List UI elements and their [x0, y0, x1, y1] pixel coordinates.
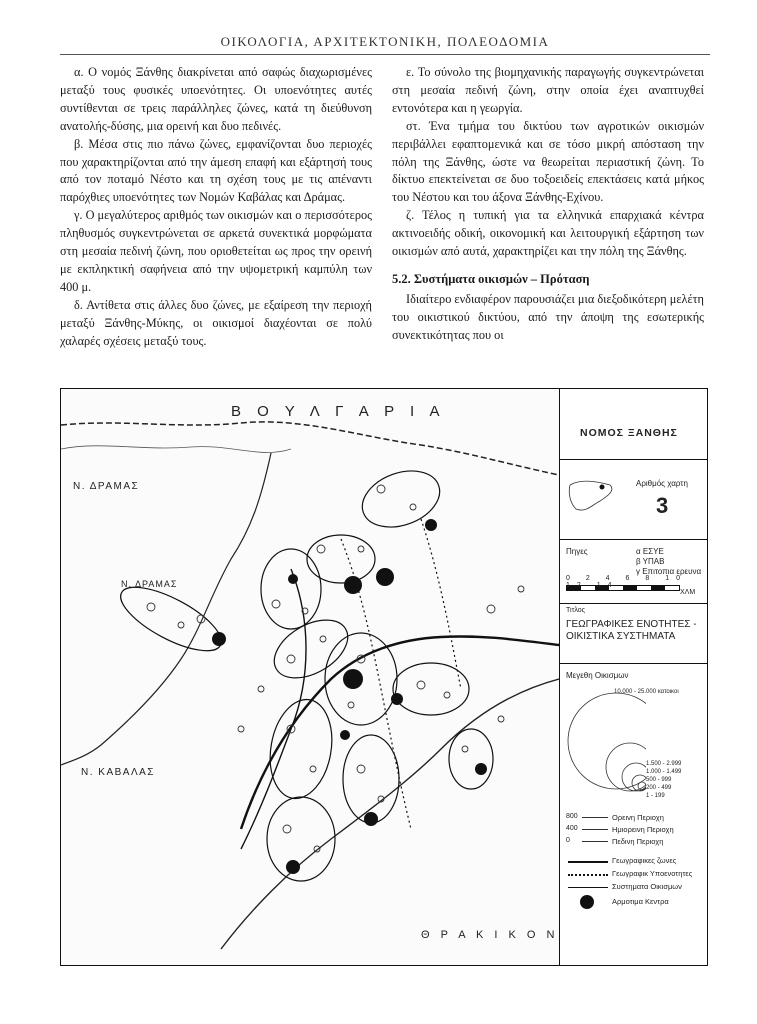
legend-sources-cell — [560, 539, 708, 604]
legend-titles-label: Τιτλος — [566, 607, 585, 614]
legend-zone-plain: Πεδινη Περιοχη — [612, 837, 664, 846]
paragraph-st: στ. Ένα τμήμα του δικτύου των αγροτικών οικισμών περιβάλλει εφαπτομενικά και σε τόσο μικρή απόσταση την πόλη της Ξάνθης, ώστε να θεωρείται περιαστική ζώνη. Το δίκτυο επεκτείνεται σε δυο τοξοειδείς επεκτάσεις κατά μήκος του Νέστου και του άξονα Ξάνθης-Εχίνου. — [392, 118, 704, 205]
legend-size-row-1: 1.500 - 2.999 — [646, 761, 682, 767]
legend-map-number-cell — [560, 459, 708, 540]
legend-symbols-cell — [560, 813, 708, 965]
legend-title-cell — [560, 389, 708, 460]
paragraph-a: α. Ο νομός Ξάνθης διακρίνεται από σαφώς διαχωρισμένες μεταξύ τους φυσικές υποενότητες. Οι υποενότητες αυτές συντίθενται σε τρεις παράλληλες ζώνες, κατά τη διεύθυνση ανατολής-δύσης, μια ορεινή και δυο πεδινές. — [60, 65, 372, 133]
bulgaria-border-line — [61, 422, 559, 475]
center-dot — [376, 568, 394, 586]
system-outline-10 — [267, 797, 335, 881]
map-label-thrakikon: Θ Ρ Α Κ Ι Κ Ο Ν — [421, 929, 559, 941]
legend-title-block — [560, 603, 708, 664]
elev-line-0 — [582, 841, 608, 842]
running-head: ΟΙΚΟΛΟΓΙΑ, ΑΡΧΙΤΕΚΤΟΝΙΚΗ, ΠΟΛΕΟΔΟΜΙΑ — [220, 34, 550, 49]
river-line — [61, 446, 291, 453]
paragraph-z: ζ. Τέλος η τυπική για τα ελληνικά επαρχιακά κέντρα ακτινοειδής οδική, οικονομική και λειτουργική εξάρτηση των οικισμών από αυτά, χαρακτηρίζει και την πόλη της Ξάνθης. — [392, 208, 704, 259]
system-outline-9 — [343, 735, 399, 823]
system-outline-3 — [307, 535, 375, 583]
center-dot — [286, 860, 300, 874]
center-dot — [212, 632, 226, 646]
center-dot — [344, 576, 362, 594]
legend-size-row-5: 1 - 199 — [646, 793, 665, 799]
elev-line-800 — [582, 817, 608, 818]
legend-source-b: β ΥΠΑΒ — [636, 557, 665, 566]
legend-elev-0: 0 — [566, 837, 570, 844]
system-outline-7 — [393, 663, 469, 715]
legend-zone-semi: Ημιορεινη Περιοχη — [612, 825, 674, 834]
map-legend — [559, 389, 708, 965]
legend-title: ΝΟΜΟΣ ΞΑΝΘΗΣ — [580, 427, 678, 439]
legend-geo-zones: Γεωγραφικες ζωνες — [612, 856, 677, 865]
systems-line-sample — [568, 887, 608, 888]
scale-unit: ΧΛΜ — [680, 589, 696, 596]
legend-geo-subunits: Γεωγραφικ Υποενοτητες — [612, 869, 693, 878]
legend-size-row-4: 200 - 499 — [646, 785, 672, 791]
header-rule — [60, 54, 710, 55]
section-heading: 5.2. Συστήματα οικισμών – Πρόταση — [392, 271, 590, 286]
paragraph-intro: Ιδιαίτερο ενδιαφέρον παρουσιάζει μια διεξοδικότερη μελέτη του οικιστικού δικτύου, από την άποψη της εσωτερικής συνεκτικότητας που οι — [392, 291, 704, 342]
legend-size-top: 10.000 - 25.000 κατοικοι — [614, 689, 679, 695]
legend-size-row-2: 1.000 - 1.499 — [646, 769, 682, 775]
map-label-kavala: Ν. ΚΑΒΑΛΑΣ — [81, 767, 155, 778]
elev-line-400 — [582, 829, 608, 830]
center-dot-sample — [580, 895, 594, 909]
greece-inset-map — [566, 475, 622, 515]
legend-map-number: 3 — [656, 493, 669, 518]
map-label-drama-2: Ν. ΔΡΑΜΑΣ — [121, 579, 178, 589]
coastline — [221, 679, 559, 949]
legend-elev-800: 800 — [566, 813, 578, 820]
paragraph-b: β. Μέσα στις πιο πάνω ζώνες, εμφανίζονται δυο περιοχές που χαρακτηρίζονται από την άμεση επαφή και εξάρτησή τους από τον ποταμό Νέστο και τη σχέση τους με τις απέναντι παρόχθιες υποενότητες των Νομών Καβάλας και Δράμας. — [60, 136, 372, 205]
legend-size-row-3: 500 - 999 — [646, 777, 672, 783]
center-dot — [288, 574, 298, 584]
right-text-column — [392, 64, 704, 345]
legend-systems: Συστηματα Οικισμων — [612, 882, 682, 891]
small-settlements — [147, 485, 524, 852]
legend-elev-400: 400 — [566, 825, 578, 832]
center-dot — [475, 763, 487, 775]
center-dot — [343, 669, 363, 689]
paragraph-e: ε. Το σύνολο της βιομηχανικής παραγωγής συγκεντρώνεται στη μεσαία πεδινή ζώνη, στην οποία έχει αναπτυχθεί εντονότερα και η γεωργία. — [392, 65, 704, 115]
system-outline-2 — [261, 549, 321, 629]
nestos-zone-line — [241, 569, 306, 849]
geo-zones-line-sample — [568, 861, 608, 863]
center-dot — [391, 693, 403, 705]
legend-source-c: γ Επιτοπια ερευνα — [636, 567, 702, 576]
center-dot — [425, 519, 437, 531]
settlement-map — [60, 388, 708, 966]
map-drawing — [61, 389, 559, 965]
center-dot — [340, 730, 350, 740]
center-dot — [364, 812, 378, 826]
legend-sources-label: Πηγες — [566, 547, 588, 556]
scale-ticks: 0 2 4 6 8 10 12 14 — [566, 575, 687, 589]
legend-centers: Αρμοτιμα Κεντρα — [612, 897, 669, 906]
left-text-column — [60, 64, 372, 351]
prefecture-boundary — [61, 453, 271, 765]
geo-subunits-line-sample — [568, 874, 608, 876]
legend-sizes-label: Μεγεθη Οικισμων — [566, 671, 629, 680]
paragraph-d: δ. Αντίθετα στις άλλες δυο ζώνες, με εξαίρεση την περιοχή μεταξύ Ξάνθης-Μύκης, οι οικισμοί διαχέονται σε πολύ χαλαρές σχέσεις μεταξύ τους. — [60, 297, 372, 348]
paragraph-c: γ. Ο μεγαλύτερος αριθμός των οικισμών και ο περισσότερος πληθυσμός συγκεντρώνεται σε αρκετά συνεκτικά μορφώματα στη μεσαία πεδινή ζώνη, που οριοθετείται ως προς την ορεινή με εκπληκτική σαφήνεια από την υψομετρική καμπύλη των 400 μ. — [60, 208, 372, 294]
legend-map-title: ΓΕΩΓΡΑΦΙΚΕΣ ΕΝΟΤΗΤΕΣ - ΟΙΚΙΣΤΙΚΑ ΣΥΣΤΗΜΑΤΑ — [566, 619, 697, 642]
legend-source-a: α ΕΣΥΕ — [636, 547, 664, 556]
map-label-bulgaria: Β Ο Υ Λ Γ Α Ρ Ι Α — [231, 403, 446, 420]
legend-sizes-cell — [560, 663, 708, 813]
legend-zone-mountain: Ορεινη Περιοχη — [612, 813, 664, 822]
map-label-drama: Ν. ΔΡΑΜΑΣ — [73, 481, 140, 492]
system-outline-11 — [449, 729, 493, 789]
legend-map-number-label: Αριθμός χαρτη — [636, 479, 688, 488]
system-outline-8 — [263, 695, 339, 804]
size-circles-diagram — [566, 685, 646, 795]
